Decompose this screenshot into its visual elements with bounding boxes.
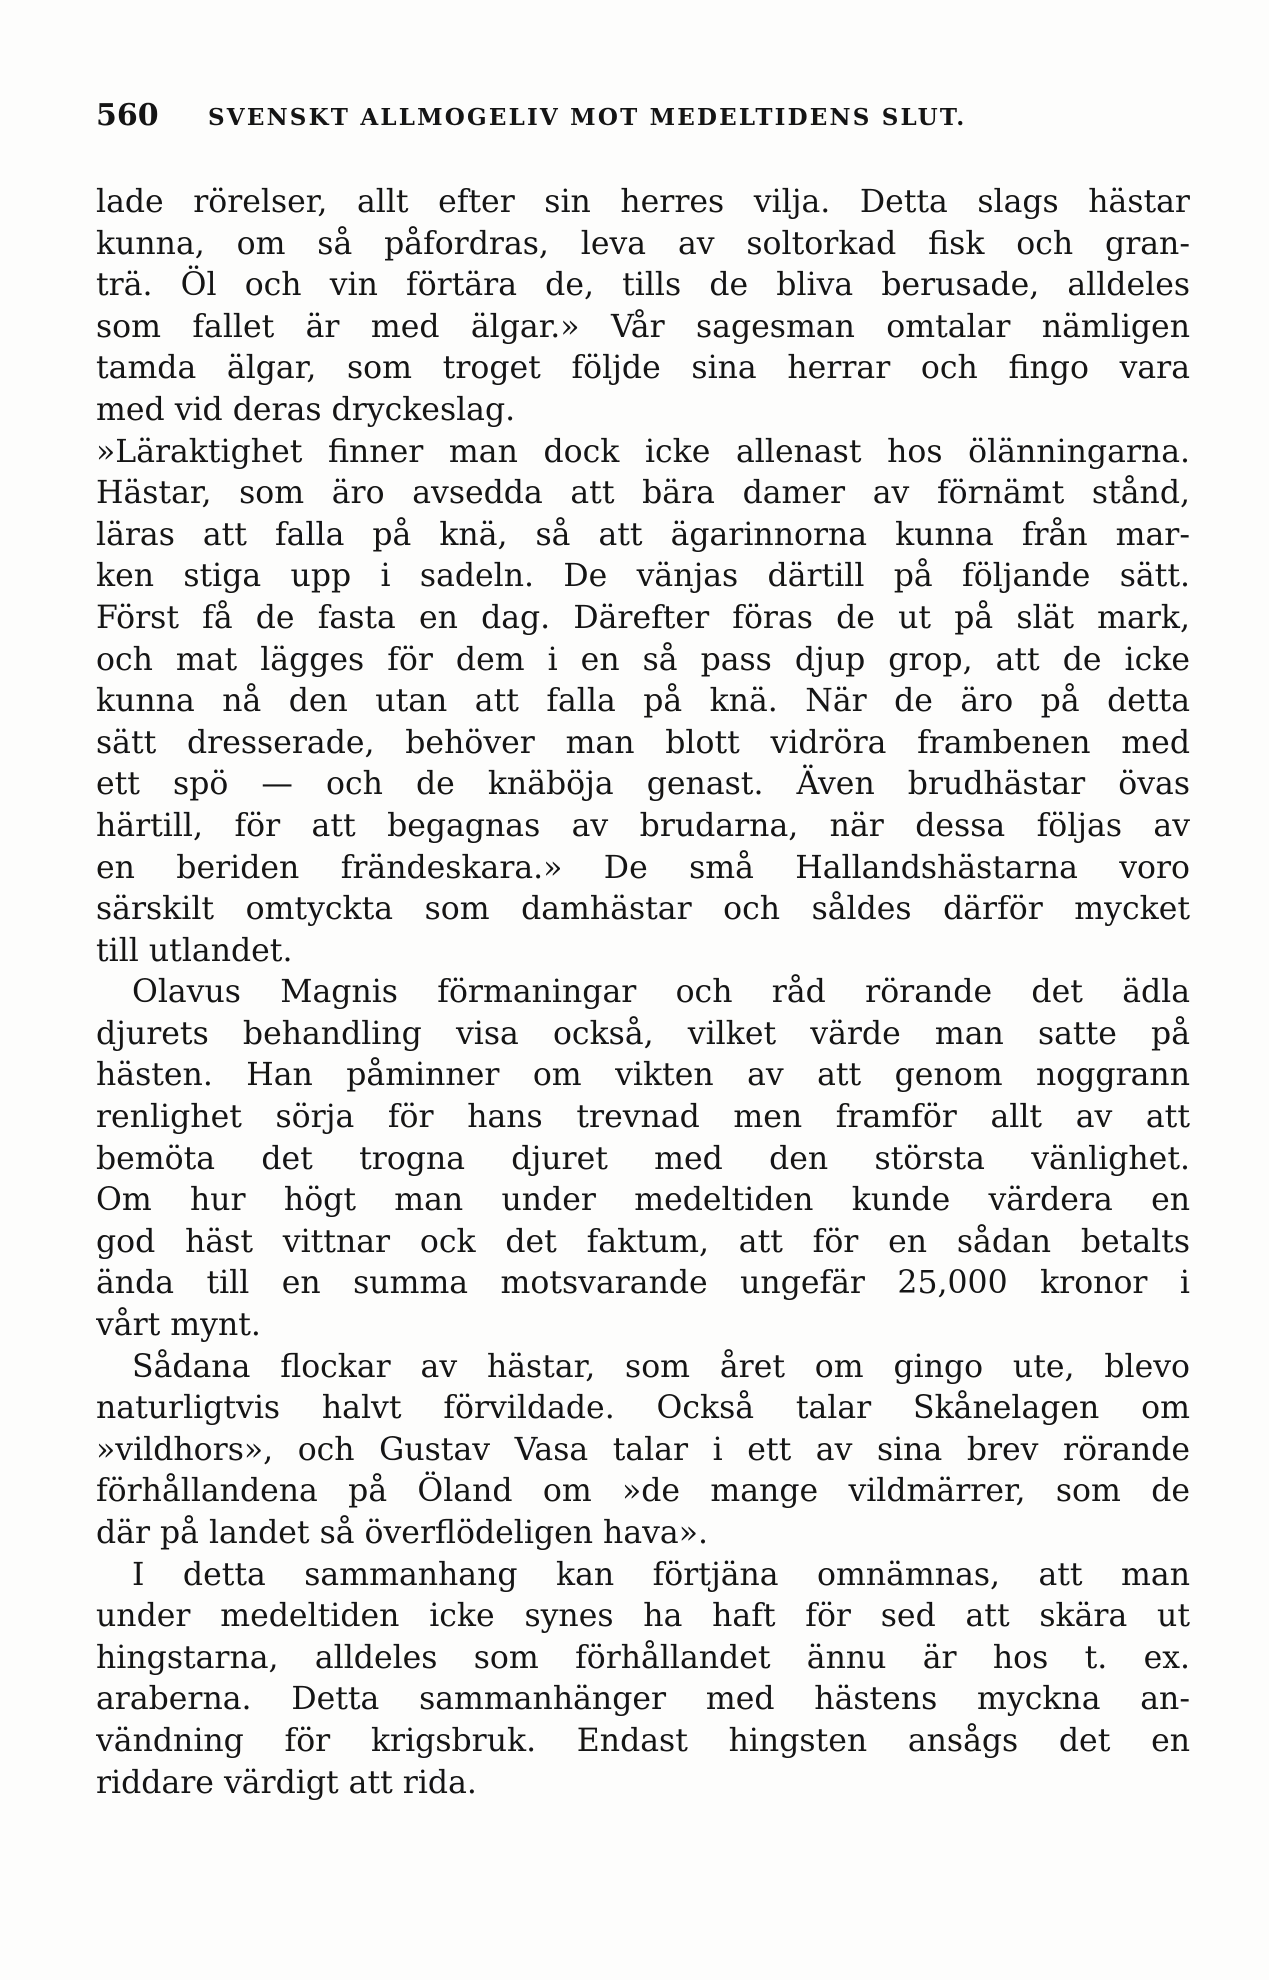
text-line: Om hur högt man under medeltiden kunde värdera en [96,1182,1190,1219]
text-line: Hästar, som äro avsedda att bära damer av förnämt stånd, [96,475,1190,512]
text-line: kunna, om så påfordras, leva av soltorkad fisk och gran- [96,225,1190,262]
text-line: bemöta det trogna djuret med den största vänlighet. [96,1140,1190,1177]
text-line: förhållandena på Öland om »de mange vildmärrer, som de [96,1473,1190,1510]
page-number: 560 [96,98,159,133]
text-line: hingstarna, alldeles som förhållandet ännu är hos t. ex. [96,1639,1190,1676]
text-line: Olavus Magnis förmaningar och råd rörande det ädla [132,974,1190,1011]
text-line: under medeltiden icke synes ha haft för sed att skära ut [96,1598,1190,1635]
text-line: och mat lägges för dem i en så pass djup grop, att de icke [96,641,1190,678]
text-line: renlighet sörja för hans trevnad men framför allt av att [96,1099,1190,1136]
text-line: härtill, för att begagnas av brudarna, när dessa följas av [96,807,1190,844]
text-line: särskilt omtyckta som damhästar och såldes därför mycket [96,891,1190,928]
text-line: trä. Öl och vin förtära de, tills de bliva berusade, alldeles [96,267,1190,304]
running-title: SVENSKT ALLMOGELIV MOT MEDELTIDENS SLUT. [208,104,967,131]
text-line: god häst vittnar ock det faktum, att för en sådan betalts [96,1223,1190,1260]
running-head [96,96,1186,136]
text-line: »Läraktighet finner man dock icke allenast hos ölänningarna. [96,433,1190,470]
text-line: kunna nå den utan att falla på knä. När de äro på detta [96,683,1190,720]
text-line: ken stiga upp i sadeln. De vänjas därtill på följande sätt. [96,558,1190,595]
text-line: hästen. Han påminner om vikten av att genom noggrann [96,1057,1190,1094]
text-line: I detta sammanhang kan förtjäna omnämnas, att man [132,1556,1190,1593]
text-line: Sådana flockar av hästar, som året om gingo ute, blevo [132,1348,1190,1385]
text-line: ett spö — och de knäböja genast. Även brudhästar övas [96,766,1190,803]
text-line: naturligtvis halvt förvildade. Också talar Skånelagen om [96,1390,1190,1427]
text-line: som fallet är med älgar.» Vår sagesman omtalar nämligen [96,308,1190,345]
text-line: lade rörelser, allt efter sin herres vilja. Detta slags hästar [96,184,1190,220]
text-line: Först få de fasta en dag. Därefter föras de ut på slät mark, [96,599,1190,636]
text-line: »vildhors», och Gustav Vasa talar i ett av sina brev rörande [96,1431,1190,1468]
text-line: vändning för krigsbruk. Endast hingsten ansågs det en [96,1722,1190,1759]
text-line: araberna. Detta sammanhänger med hästens myckna an- [96,1681,1190,1718]
text-line: med vid deras dryckeslag. [96,391,516,428]
text-line: tamda älgar, som troget följde sina herrar och fingo vara [96,350,1190,387]
text-line: riddare värdigt att rida. [96,1764,477,1801]
text-line: vårt mynt. [96,1307,261,1344]
text-line: ända till en summa motsvarande ungefär 25,000 kronor i [96,1265,1190,1302]
text-line: läras att falla på knä, så att ägarinnorna kunna från mar- [96,516,1190,553]
body-text [96,182,1190,1804]
text-line: till utlandet. [96,932,293,969]
text-line: där på landet så överflödeligen hava». [96,1515,708,1551]
text-line: djurets behandling visa också, vilket värde man satte på [96,1015,1190,1052]
text-line: en beriden frändeskara.» De små Hallandshästarna voro [96,849,1190,886]
text-line: sätt dresserade, behöver man blott vidröra frambenen med [96,724,1190,761]
